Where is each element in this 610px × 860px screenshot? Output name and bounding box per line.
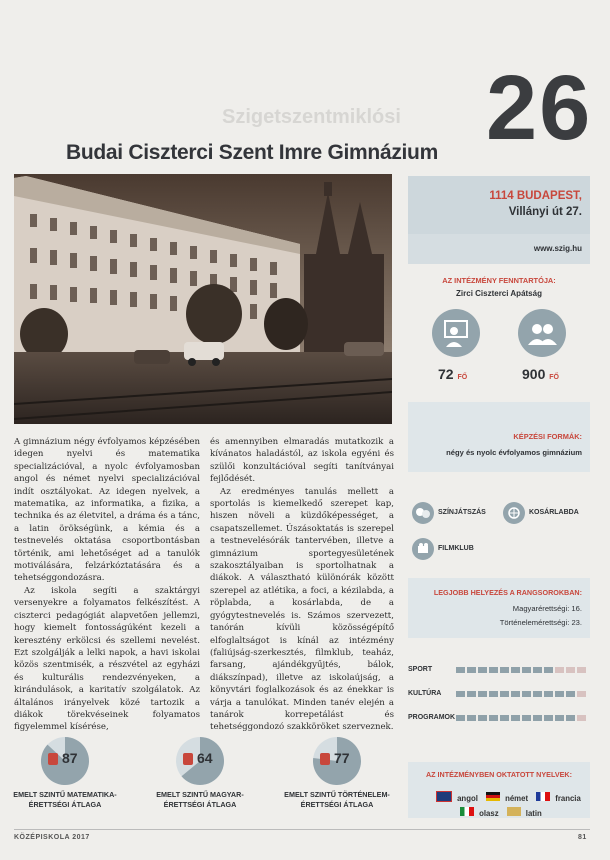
paragraph: Az iskola segíti a szaktárgyi versenyekre a folyamatos felkészítést. A ciszterci pedagógiát alapvetően jellemzi, hogy kiemelt fontosságúként kezeli a keresztény erkölcsi és szellemi nevelést. Ezt szolgálják a lelki napok, a havi iskolai közös szentmisék, a részvétel az egyházi és kulturális rendezvényeken, a kirándulások, a karitatív szolgálatok. Az általános irányelvek közé tartozik a diákok törekvéseinek folyamatos figyelemmel kísérése, <box>14 585 200 733</box>
rating-label-2: KULTÚRA <box>408 690 442 697</box>
rating-segment <box>489 667 498 673</box>
basketball-icon <box>503 502 525 524</box>
page-number: 81 <box>578 834 587 841</box>
rating-segment <box>467 715 476 721</box>
rating-segment <box>456 691 465 697</box>
school-photo <box>14 174 392 424</box>
address-city: 1114 BUDAPEST, <box>489 190 582 202</box>
training-panel <box>408 402 590 472</box>
teacher-count-value: 72 <box>438 366 454 382</box>
rating-label-1: SPORT <box>408 666 433 673</box>
rating-bar-3 <box>456 715 586 721</box>
lang-latin: latin <box>525 809 542 818</box>
german-flag-icon <box>486 792 500 801</box>
rating-bar-2 <box>456 691 586 697</box>
ranking-item: Történelemérettségi: 23. <box>499 618 582 627</box>
training-value: négy és nyolc évfolyamos gimnázium <box>446 448 582 457</box>
students-icon <box>518 309 566 357</box>
footer-divider <box>14 829 590 830</box>
rating-segment <box>467 667 476 673</box>
maintainer-label: AZ INTÉZMÉNY FENNTARTÓJA: <box>442 276 556 285</box>
stat-value-2: 64 <box>197 750 213 766</box>
training-label: KÉPZÉSI FORMÁK: <box>513 432 582 441</box>
address-panel <box>408 176 590 264</box>
rating-segment <box>555 691 564 697</box>
rating-segment <box>500 715 509 721</box>
rating-segment <box>544 667 553 673</box>
rating-segment <box>577 691 586 697</box>
lang-row-2 <box>460 801 542 820</box>
rating-segment <box>555 667 564 673</box>
rating-segment <box>544 691 553 697</box>
stat-label-2 <box>145 790 255 809</box>
rating-segment <box>511 691 520 697</box>
rating-segment <box>522 667 531 673</box>
stat-label-line1: EMELT SZINTŰ TÖRTÉNELEM- <box>284 790 390 799</box>
address-panel-top <box>408 176 590 234</box>
stat-label-line2: ÉRETTSÉGI ÁTLAGA <box>163 799 237 809</box>
stat-label-line2: ÉRETTSÉGI ÁTLAGA <box>300 799 374 809</box>
page-rank-number: 26 <box>486 57 593 159</box>
rating-segment <box>500 691 509 697</box>
ghost-heading: Szigetszentmiklósi <box>222 106 401 128</box>
lang-italian: olasz <box>479 809 499 818</box>
maintainer-value: Zirci Ciszterci Apátság <box>456 289 542 298</box>
address-street: Villányi út 27. <box>508 206 582 218</box>
rating-segment <box>522 691 531 697</box>
footer-publication: KÖZÉPISKOLA 2017 <box>14 834 90 841</box>
french-flag-icon <box>536 792 550 801</box>
columns-icon <box>320 753 330 765</box>
activity-theater: SZÍNJÁTSZÁS <box>438 509 486 516</box>
rating-segment <box>533 691 542 697</box>
rating-segment <box>566 715 575 721</box>
student-count <box>522 366 559 382</box>
rating-segment <box>467 691 476 697</box>
paragraph: és amennyiben elmaradás mutatkozik a kívánatos haladástól, az iskola egyéni és szülői konzultációval segíti tanítványai fejlődését. <box>210 437 394 485</box>
teacher-icon <box>432 309 480 357</box>
rating-label-3: PROGRAMOK <box>408 714 456 721</box>
pen-icon <box>183 753 193 765</box>
teacher-count <box>438 366 467 382</box>
stat-label-1 <box>10 790 120 809</box>
rating-segment <box>566 691 575 697</box>
stat-label-3 <box>282 790 392 809</box>
paragraph: Az eredményes tanulás mellett a sportolás is kiemelkedő szerepet kap, hiszen növeli a küzdőképességet, a csapatszellemet. Úszásoktatás is szerepel a testnevelésórák tantervében, illetve a gimnázium sportegyesületének szakosztályaiban is sportolhatnak a diákok. A választható különórák között szerepel az atlétika, a foci, a kézilabda, a röplabda, a kosárlabda, de a gyógytestnevelés is. Számos szervezett, tanórán kívüli közösségépítő elfoglaltságot is kínál az intézmény (faliújság-szerkesztés, filmklub, teaház, farsang, ajándékgyűjtés, bálok, diákszínpad), illetve az iskolaújság, a könyvtári foglalkozások és az énekkar is várja a tanulókat. Minden tanév elején a tanárok korrepetálást és tehetséggondozó szakköröket szerveznek. <box>210 486 394 733</box>
ranking-item: Magyarérettségi: 16. <box>512 604 582 613</box>
student-count-unit: FŐ <box>549 374 559 381</box>
rating-segment <box>500 667 509 673</box>
body-text-column-1 <box>14 436 200 734</box>
rating-segment <box>533 715 542 721</box>
activity-filmclub: FILMKLUB <box>438 545 474 552</box>
languages-panel <box>408 762 590 818</box>
rating-segment <box>489 715 498 721</box>
calculator-icon <box>48 753 58 765</box>
website-link[interactable]: www.szig.hu <box>533 244 582 253</box>
lang-english: angol <box>457 794 478 803</box>
languages-label: AZ INTÉZMÉNYBEN OKTATOTT NYELVEK: <box>425 770 572 779</box>
italian-flag-icon <box>460 807 474 816</box>
latin-scroll-icon <box>507 807 521 816</box>
film-camera-icon <box>412 538 434 560</box>
rating-segment <box>478 667 487 673</box>
rating-segment <box>478 715 487 721</box>
rating-segment <box>555 715 564 721</box>
rating-segment <box>577 715 586 721</box>
rating-segment <box>456 667 465 673</box>
stat-label-line1: EMELT SZINTŰ MATEMATIKA- <box>13 790 117 799</box>
rating-segment <box>511 715 520 721</box>
rating-segment <box>511 667 520 673</box>
rating-segment <box>566 667 575 673</box>
body-text-column-2 <box>210 436 394 734</box>
stat-value-1: 87 <box>62 750 78 766</box>
stat-label-line1: EMELT SZINTŰ MAGYAR- <box>156 790 244 799</box>
page-title: Budai Ciszterci Szent Imre Gimnázium <box>66 141 438 164</box>
teacher-count-unit: FŐ <box>457 374 468 381</box>
rankings-panel <box>408 578 590 638</box>
paragraph: A gimnázium négy évfolyamos képzésében idegen nyelvi és matematika specializációval, a nyolc évfolyamosban angol és német nyelvi specializációval indít osztályokat. Az idegen nyelvek, a matematika, az informatika, a fizika, a technika és az életvitel, a dráma és a tánc, a latin örökségünk, a kémia és a testnevelés oktatása csoportbontásban történik, ami lehetőséget ad a tanulók motiválására, felzárkóztatására és a tehetséggondozásra. <box>14 437 200 584</box>
rating-segment <box>456 715 465 721</box>
rating-bar-1 <box>456 667 586 673</box>
rating-segment <box>544 715 553 721</box>
rating-segment <box>522 715 531 721</box>
stat-value-3: 77 <box>334 750 350 766</box>
rating-segment <box>533 667 542 673</box>
uk-flag-icon <box>436 791 452 802</box>
lang-german: német <box>505 794 529 803</box>
stat-label-line2: ÉRETTSÉGI ÁTLAGA <box>28 799 102 809</box>
lang-french: francia <box>555 794 581 803</box>
rating-segment <box>489 691 498 697</box>
student-count-value: 900 <box>522 366 546 382</box>
rankings-label: LEGJOBB HELYEZÉS A RANGSOROKBAN: <box>433 588 582 597</box>
activity-basketball: KOSÁRLABDA <box>529 509 579 516</box>
rating-segment <box>577 667 586 673</box>
theater-masks-icon <box>412 502 434 524</box>
rating-segment <box>478 691 487 697</box>
